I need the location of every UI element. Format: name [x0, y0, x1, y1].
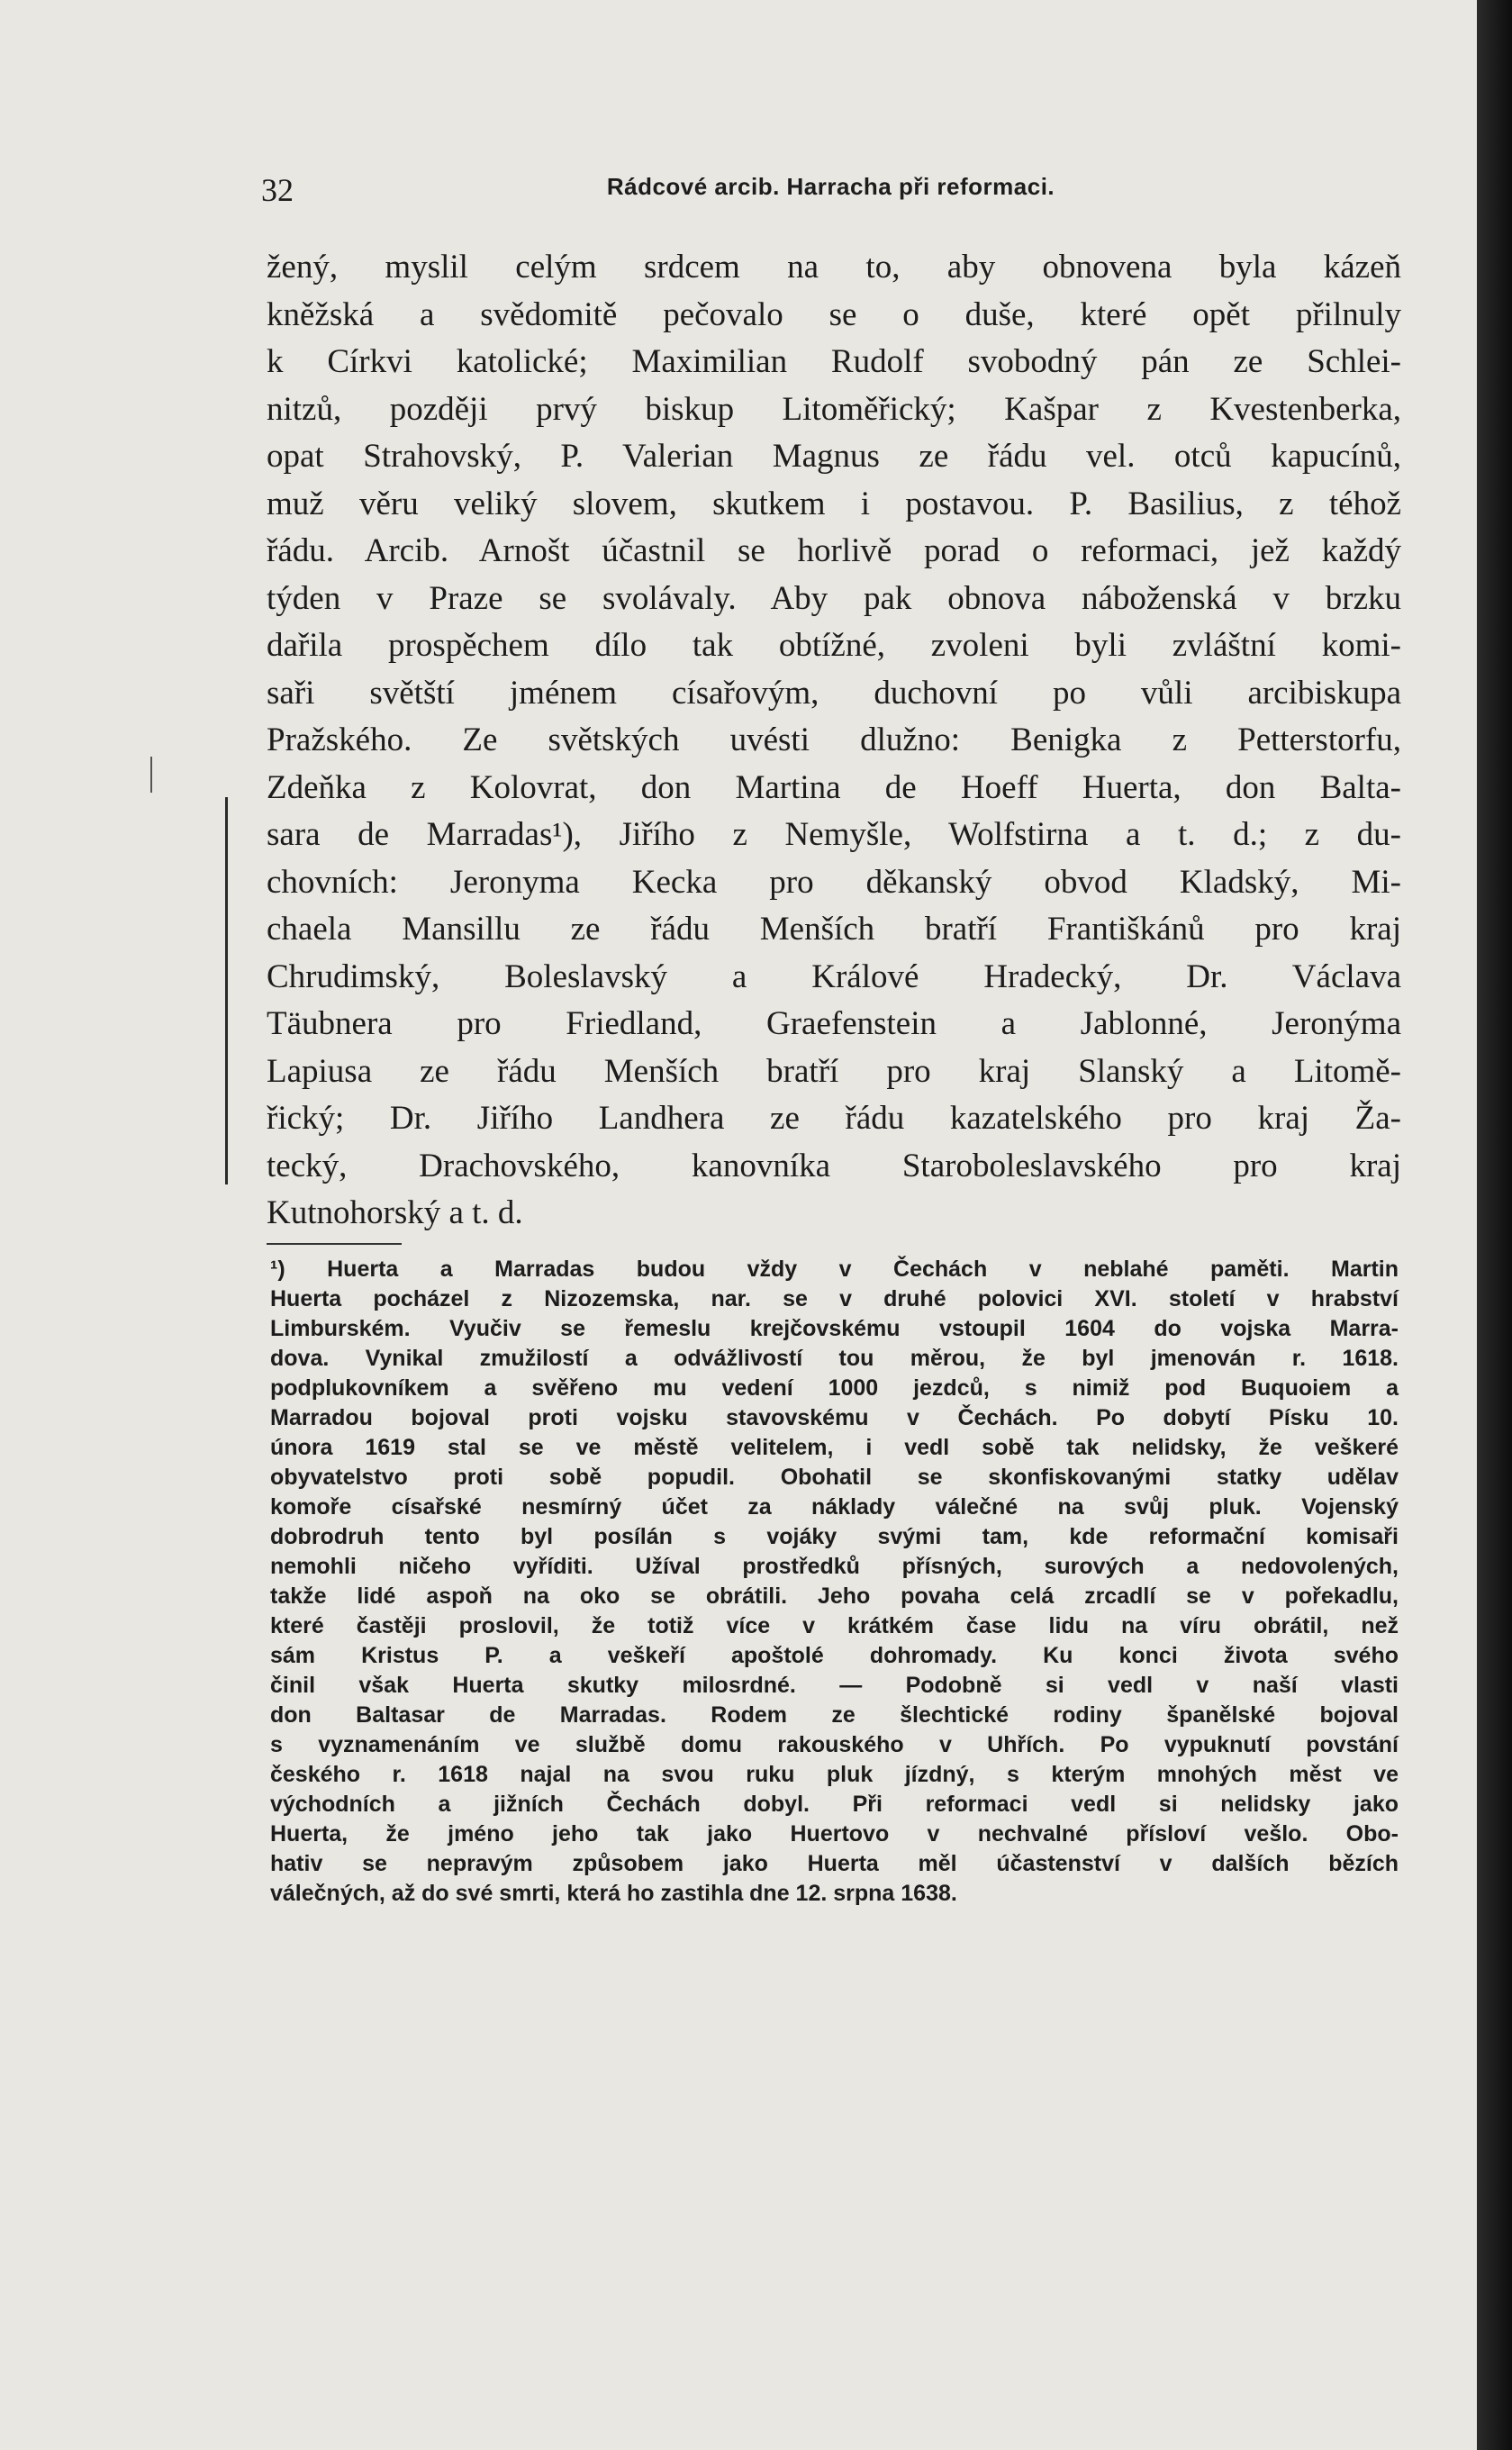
footnote-line: komoře císařské nesmírný účet za náklady válečné na svůj pluk. Vojenský — [270, 1494, 1399, 1520]
body-text — [267, 244, 1401, 1238]
footnote — [270, 1255, 1399, 1909]
body-line: Lapiusa ze řádu Menších bratří pro kraj Slanský a Litomě- — [267, 1052, 1401, 1090]
body-line: žený, myslil celým srdcem na to, aby obnovena byla kázeň — [267, 249, 1401, 286]
footnote-line: válečných, až do své smrti, která ho zastihla dne 12. srpna 1638. — [270, 1881, 957, 1906]
running-title: Rádcové arcib. Harracha při reformaci. — [606, 173, 1055, 200]
body-line: Zdeňka z Kolovrat, don Martina de Hoeff Huerta, don Balta- — [267, 768, 1401, 806]
body-line: Pražského. Ze světských uvésti dlužno: Benigka z Petterstorfu, — [267, 721, 1401, 758]
body-line: dařila prospěchem dílo tak obtížné, zvoleni byli zvláštní komi- — [267, 627, 1401, 664]
footnote-line: don Baltasar de Marradas. Rodem ze šlechtické rodiny španělské bojoval — [270, 1702, 1399, 1728]
footnote-line: Huerta, že jméno jeho tak jako Huertovo v nechvalné přísloví vešlo. Obo- — [270, 1821, 1399, 1847]
body-line: Chrudimský, Boleslavský a Králové Hradecký, Dr. Václava — [267, 957, 1401, 995]
footnote-line: obyvatelstvo proti sobě popudil. Obohatil se skonfiskovanými statky udělav — [270, 1465, 1399, 1490]
footnote-line: hativ se nepravým způsobem jako Huerta měl účastenství v dalších bězích — [270, 1851, 1399, 1876]
footnote-line: českého r. 1618 najal na svou ruku pluk jízdný, s kterým mnohých měst ve — [270, 1762, 1399, 1787]
page-number: 32 — [261, 172, 294, 208]
body-line: tecký, Drachovského, kanovníka Staroboleslavského pro kraj — [267, 1147, 1401, 1184]
footnote-line: činil však Huerta skutky milosrdné. — Podobně si vedl v naší vlasti — [270, 1673, 1399, 1698]
footnote-line: s vyznamenáním ve službě domu rakouského v Uhřích. Po vypuknutí povstání — [270, 1732, 1399, 1757]
margin-mark — [225, 797, 228, 1184]
footnote-line: Marradou bojoval proti vojsku stavovskému v Čechách. Po dobytí Písku 10. — [270, 1405, 1399, 1430]
body-line: Täubnera pro Friedland, Graefenstein a Jablonné, Jeronýma — [267, 1005, 1401, 1042]
body-line: týden v Praze se svolávaly. Aby pak obnova náboženská v brzku — [267, 579, 1401, 617]
page-header — [261, 162, 1400, 216]
footnote-line: dobrodruh tento byl posílán s vojáky svými tam, kde reformační komisaři — [270, 1524, 1399, 1549]
footnote-line: sám Kristus P. a veškeří apoštolé dohromady. Ku konci života svého — [270, 1643, 1399, 1668]
footnote-line: které častěji proslovil, že totiž více v krátkém čase lidu na víru obrátil, než — [270, 1613, 1399, 1638]
footnote-line: nemohli ničeho vyříditi. Užíval prostředků přísných, surových a nedovolených, — [270, 1554, 1399, 1579]
footnote-line: února 1619 stal se ve městě velitelem, i vedl sobě tak nelidsky, že veškeré — [270, 1435, 1399, 1460]
footnote-line: Limburském. Vyučiv se řemeslu krejčovskému vstoupil 1604 do vojska Marra- — [270, 1316, 1399, 1341]
footnote-line: východních a jižních Čechách dobyl. Při reformaci vedl si nelidsky jako — [270, 1792, 1399, 1817]
body-line: sara de Marradas¹), Jiřího z Nemyšle, Wolfstirna a t. d.; z du- — [267, 816, 1401, 853]
body-line: muž věru veliký slovem, skutkem i postavou. P. Basilius, z téhož — [267, 485, 1401, 522]
body-line: k Církvi katolické; Maximilian Rudolf svobodný pán ze Schlei- — [267, 343, 1401, 380]
footnote-line: podplukovníkem a svěřeno mu vedení 1000 jezdců, s nimiž pod Buquoiem a — [270, 1375, 1399, 1401]
footnote-line: ¹) Huerta a Marradas budou vždy v Čechách v neblahé paměti. Martin — [270, 1257, 1399, 1282]
margin-mark-small — [150, 757, 152, 793]
footnote-rule — [267, 1243, 402, 1245]
page-edge-shadow — [1477, 0, 1512, 2450]
body-line: Kutnohorský a t. d. — [267, 1194, 523, 1231]
footnote-line: dova. Vynikal zmužilostí a odvážlivostí tou měrou, že byl jmenován r. 1618. — [270, 1346, 1399, 1371]
body-line: kněžská a svědomitě pečovalo se o duše, které opět přilnuly — [267, 295, 1401, 333]
footnote-line: Huerta pocházel z Nizozemska, nar. se v druhé polovici XVI. století v hrabství — [270, 1286, 1399, 1311]
body-line: řádu. Arcib. Arnošt účastnil se horlivě porad o reformaci, jež každý — [267, 532, 1401, 569]
body-line: řický; Dr. Jiřího Landhera ze řádu kazatelského pro kraj Ža- — [267, 1100, 1401, 1137]
body-line: nitzů, později prvý biskup Litoměřický; Kašpar z Kvestenberka, — [267, 390, 1401, 428]
body-line: saři světští jménem císařovým, duchovní po vůli arcibiskupa — [267, 674, 1401, 712]
footnote-line: takže lidé aspoň na oko se obrátili. Jeho povaha celá zrcadlí se v pořekadlu, — [270, 1583, 1399, 1609]
body-line: chovních: Jeronyma Kecka pro děkanský obvod Kladský, Mi- — [267, 863, 1401, 901]
body-line: opat Strahovský, P. Valerian Magnus ze řádu vel. otců kapucínů, — [267, 438, 1401, 475]
body-line: chaela Mansillu ze řádu Menších bratří Františkánů pro kraj — [267, 911, 1401, 948]
